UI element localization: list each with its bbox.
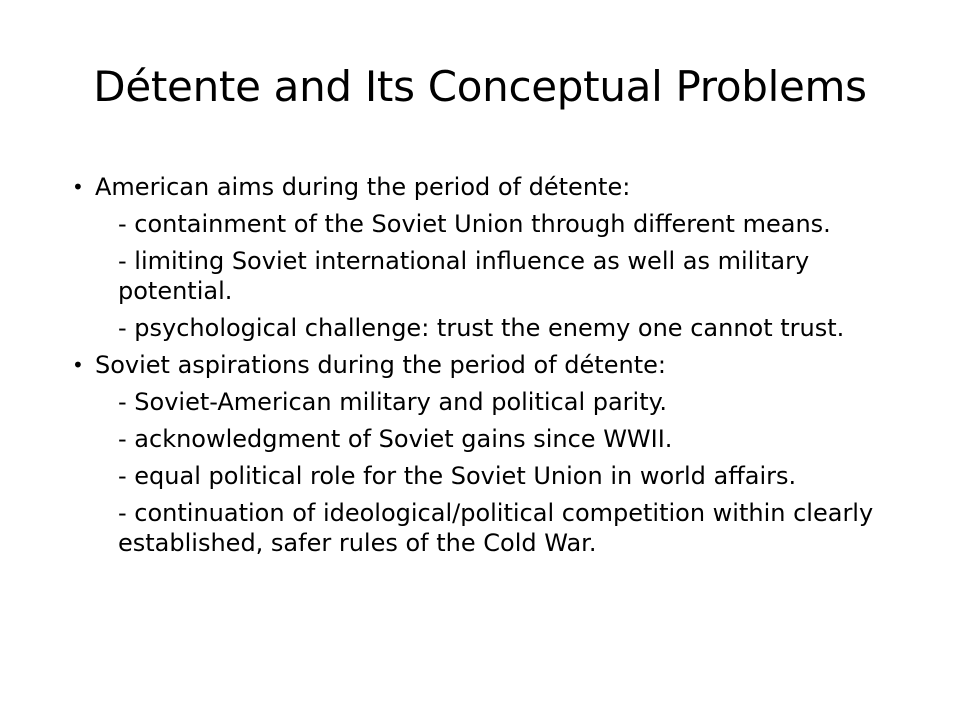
slide-body <box>72 172 900 558</box>
sub-point: - equal political role for the Soviet Union in world affairs. <box>118 462 797 490</box>
bullet-soviet-aspirations <box>72 350 900 558</box>
bullet-american-aims <box>72 172 900 343</box>
sub-point: - acknowledgment of Soviet gains since WWII. <box>118 425 673 453</box>
sub-point: - containment of the Soviet Union through different means. <box>118 210 831 238</box>
sub-point: - continuation of ideological/political competition within clearly established, safer rules of the Cold War. <box>118 499 874 557</box>
bullet-text: Soviet aspirations during the period of détente: <box>95 351 666 379</box>
sub-point: - Soviet-American military and political parity. <box>118 388 668 416</box>
slide-title: Détente and Its Conceptual Problems <box>93 62 867 111</box>
bullet-dot-icon: • <box>72 175 84 199</box>
bullet-dot-icon: • <box>72 353 84 377</box>
sub-point: - limiting Soviet international influence as well as military potential. <box>118 247 810 305</box>
sub-point: - psychological challenge: trust the enemy one cannot trust. <box>118 314 845 342</box>
bullet-text: American aims during the period of détente: <box>95 173 631 201</box>
